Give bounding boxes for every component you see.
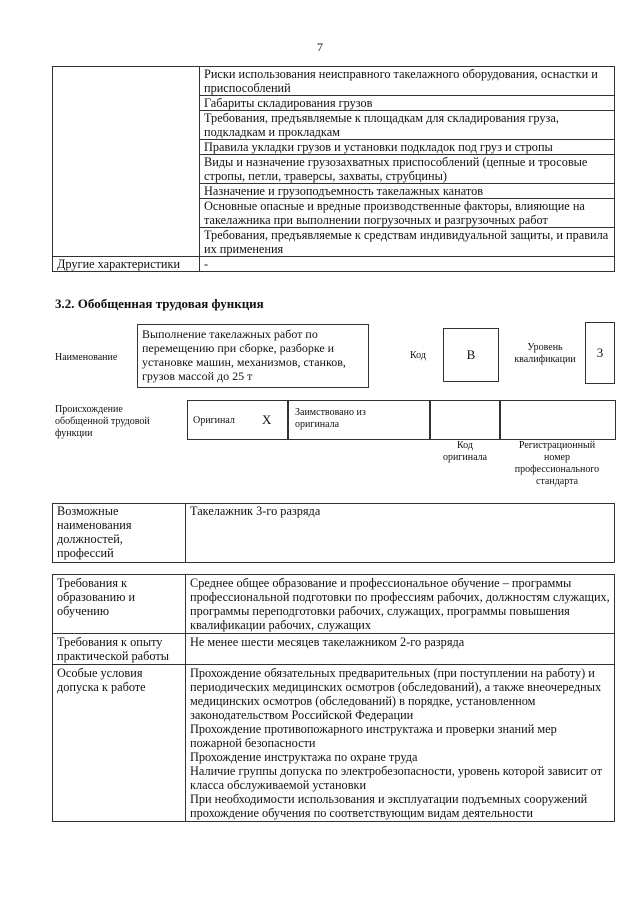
experience-label: Требования к опыту практической работы bbox=[53, 634, 186, 665]
origin-label: Происхождение обобщенной трудовой функции bbox=[55, 404, 150, 439]
table-row bbox=[53, 634, 615, 665]
reg-number-box bbox=[499, 400, 616, 440]
other-characteristics-value: - bbox=[200, 257, 615, 272]
condition-line: Прохождение обязательных предварительных (при поступлении на работу) и периодических медицинских осмотров (обследований), а также внеочередных медицинских осмотров (обследований) в порядке, установленном законодательством Российской Федерации bbox=[190, 666, 602, 722]
other-characteristics-label: Другие характеристики bbox=[53, 257, 200, 272]
knowledge-item: Основные опасные и вредные производственные факторы, влияющие на такелажника при выполнении погрузочных и разгрузочных работ bbox=[200, 199, 615, 228]
level-label: Уровень квалификации bbox=[514, 342, 576, 365]
knowledge-item: Габариты складирования грузов bbox=[200, 96, 615, 111]
knowledge-item: Виды и назначение грузозахватных приспособлений (цепные и тросовые стропы, петли, траверсы, захваты, струбцины) bbox=[200, 155, 615, 184]
positions-table bbox=[52, 503, 615, 563]
knowledge-item: Риски использования неисправного такелажного оборудования, оснастки и приспособлений bbox=[200, 67, 615, 96]
section-heading: 3.2. Обобщенная трудовая функция bbox=[55, 296, 264, 311]
condition-line: Прохождение противопожарного инструктажа и проверки знаний мер пожарной безопасности bbox=[190, 722, 557, 750]
knowledge-item: Назначение и грузоподъемность такелажных канатов bbox=[200, 184, 615, 199]
original-label: Оригинал bbox=[193, 415, 235, 426]
code-original-box bbox=[429, 400, 501, 440]
requirements-table bbox=[52, 574, 615, 822]
condition-line: Прохождение инструктажа по охране труда bbox=[190, 750, 418, 764]
empty-label-cell bbox=[53, 67, 200, 257]
conditions-value bbox=[186, 665, 615, 822]
knowledge-table bbox=[52, 66, 615, 272]
condition-line: При необходимости использования и эксплуатации подъемных сооружений прохождение обучения по соответствующим видам деятельности bbox=[190, 792, 588, 820]
conditions-label: Особые условия допуска к работе bbox=[53, 665, 186, 822]
condition-line: Наличие группы допуска по электробезопасности, уровень которой зависит от класса обслуживаемой установки bbox=[190, 764, 602, 792]
table-row bbox=[53, 575, 615, 634]
reg-number-caption: Регистрационный номер профессионального стандарта bbox=[514, 440, 600, 487]
code-value: B bbox=[466, 347, 476, 362]
education-value: Среднее общее образование и профессиональное обучение – программы профессиональной подготовки по профессиям рабочих, должностям служащих, программы переподготовки рабочих, служащих, программы повышения квалификации рабочих, служащих bbox=[186, 575, 615, 634]
page-number: 7 bbox=[317, 40, 323, 54]
knowledge-item: Правила укладки грузов и установки подкладок под груз и стропы bbox=[200, 140, 615, 155]
name-label: Наименование bbox=[55, 352, 118, 363]
borrowed-label: Заимствовано из оригинала bbox=[295, 407, 366, 430]
function-name: Выполнение такелажных работ по перемещению при сборке, разборке и установке машин, механизмов, станков, грузов массой до 25 т bbox=[142, 327, 346, 383]
education-label: Требования к образованию и обучению bbox=[53, 575, 186, 634]
knowledge-item: Требования, предъявляемые к площадкам для складирования груза, подкладкам и прокладкам bbox=[200, 111, 615, 140]
knowledge-item: Требования, предъявляемые к средствам индивидуальной защиты, и правила их применения bbox=[200, 228, 615, 257]
experience-value: Не менее шести месяцев такелажником 2-го разряда bbox=[186, 634, 615, 665]
level-box bbox=[585, 322, 615, 384]
original-mark: X bbox=[262, 412, 272, 427]
code-box bbox=[443, 328, 499, 382]
positions-value: Такелажник 3-го разряда bbox=[186, 504, 615, 563]
positions-label: Возможные наименования должностей, профессий bbox=[53, 504, 186, 563]
function-name-box bbox=[137, 324, 369, 388]
code-label: Код bbox=[410, 350, 426, 361]
level-value: 3 bbox=[596, 345, 604, 360]
code-original-caption: Код оригинала bbox=[442, 440, 488, 463]
table-row bbox=[53, 665, 615, 822]
